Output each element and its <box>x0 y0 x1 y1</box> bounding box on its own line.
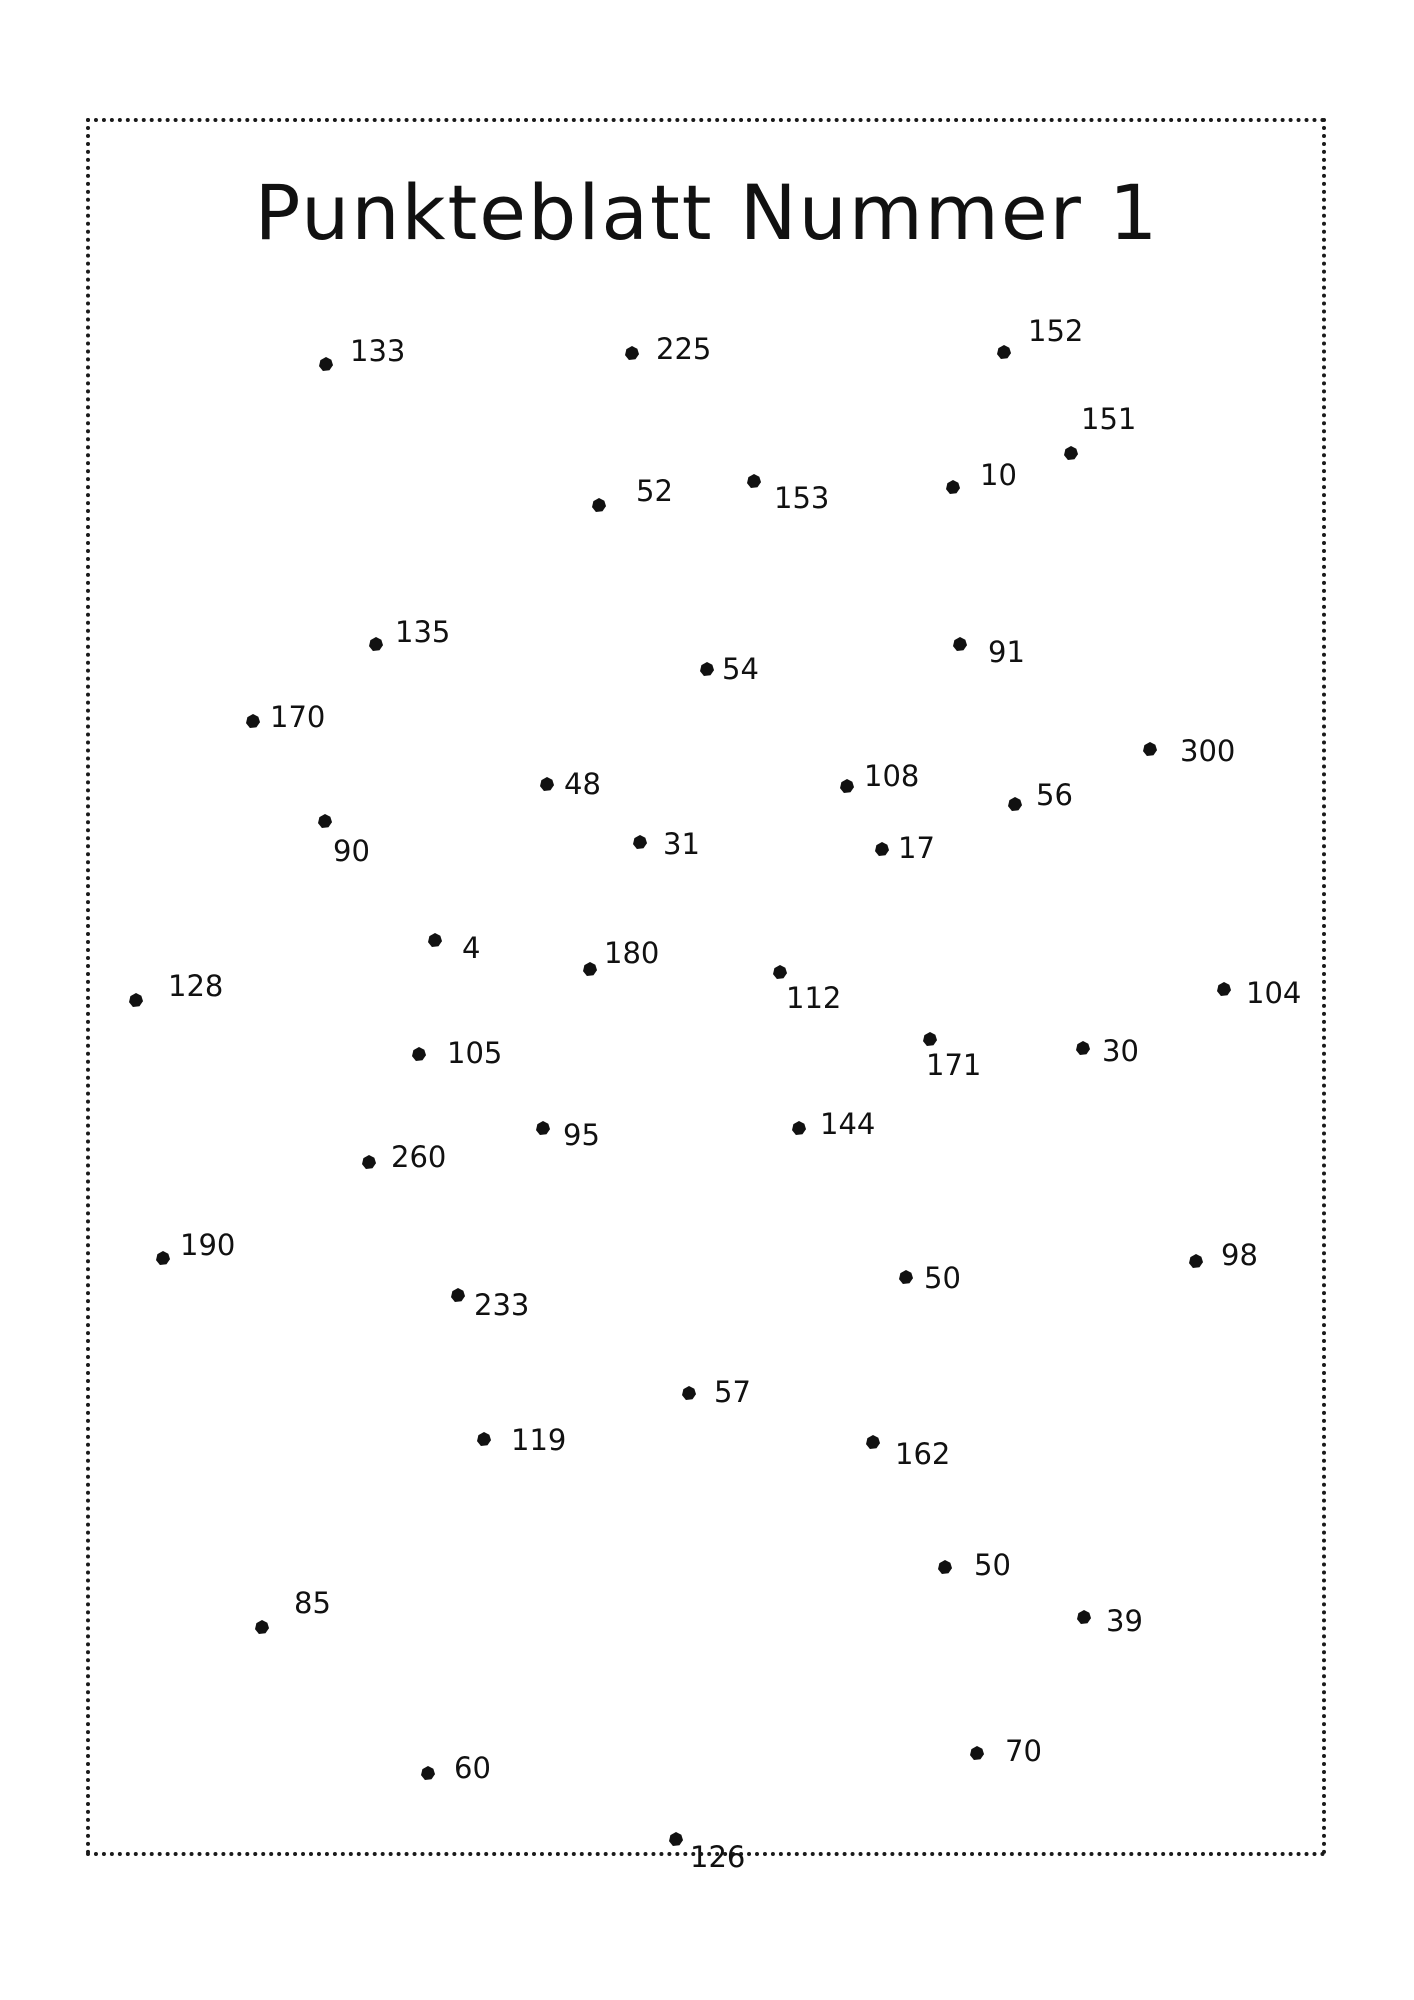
dot-number-label: 54 <box>722 652 759 686</box>
dot-number-label: 144 <box>820 1107 876 1141</box>
dot-number-label: 151 <box>1081 402 1137 436</box>
dot-number-label: 225 <box>656 332 712 366</box>
dot-number-label: 170 <box>270 700 326 734</box>
dot-number-label: 50 <box>974 1548 1011 1582</box>
dotted-page-border <box>86 118 1326 1856</box>
dot-number-label: 180 <box>604 936 660 970</box>
dot-number-label: 70 <box>1005 1734 1042 1768</box>
dot-number-label: 108 <box>864 759 920 793</box>
dot-number-label: 112 <box>786 981 842 1015</box>
dot-number-label: 56 <box>1036 778 1073 812</box>
dot-number-label: 95 <box>563 1118 600 1152</box>
dot-number-label: 39 <box>1106 1604 1143 1638</box>
dot-number-label: 128 <box>168 969 224 1003</box>
dot-number-label: 260 <box>391 1140 447 1174</box>
dot-number-label: 190 <box>180 1228 236 1262</box>
dot-number-label: 104 <box>1246 976 1302 1010</box>
page-title: Punkteblatt Nummer 1 <box>254 168 1160 257</box>
dot-number-label: 57 <box>714 1375 751 1409</box>
dot-number-label: 135 <box>395 615 451 649</box>
dot-number-label: 50 <box>924 1261 961 1295</box>
dot-number-label: 31 <box>663 827 700 861</box>
dot-number-label: 233 <box>474 1288 530 1322</box>
dot-number-label: 105 <box>447 1036 503 1070</box>
dot-number-label: 60 <box>454 1751 491 1785</box>
dot-number-label: 30 <box>1102 1034 1139 1068</box>
dot-number-label: 152 <box>1028 314 1084 348</box>
dot-number-label: 4 <box>462 931 481 965</box>
dot-number-label: 119 <box>511 1423 567 1457</box>
dot-number-label: 300 <box>1180 734 1236 768</box>
dot-number-label: 171 <box>926 1048 982 1082</box>
dot-number-label: 133 <box>350 334 406 368</box>
dot-number-label: 153 <box>774 481 830 515</box>
dot-number-label: 48 <box>564 767 601 801</box>
dot-number-label: 52 <box>636 474 673 508</box>
dot-number-label: 90 <box>333 834 370 868</box>
dot-number-label: 126 <box>690 1840 746 1874</box>
dot-number-label: 91 <box>988 635 1025 669</box>
dot-number-label: 10 <box>980 458 1017 492</box>
dot-number-label: 85 <box>294 1586 331 1620</box>
dot-number-label: 98 <box>1221 1238 1258 1272</box>
dot-number-label: 17 <box>898 831 935 865</box>
dot-number-label: 162 <box>895 1437 951 1471</box>
